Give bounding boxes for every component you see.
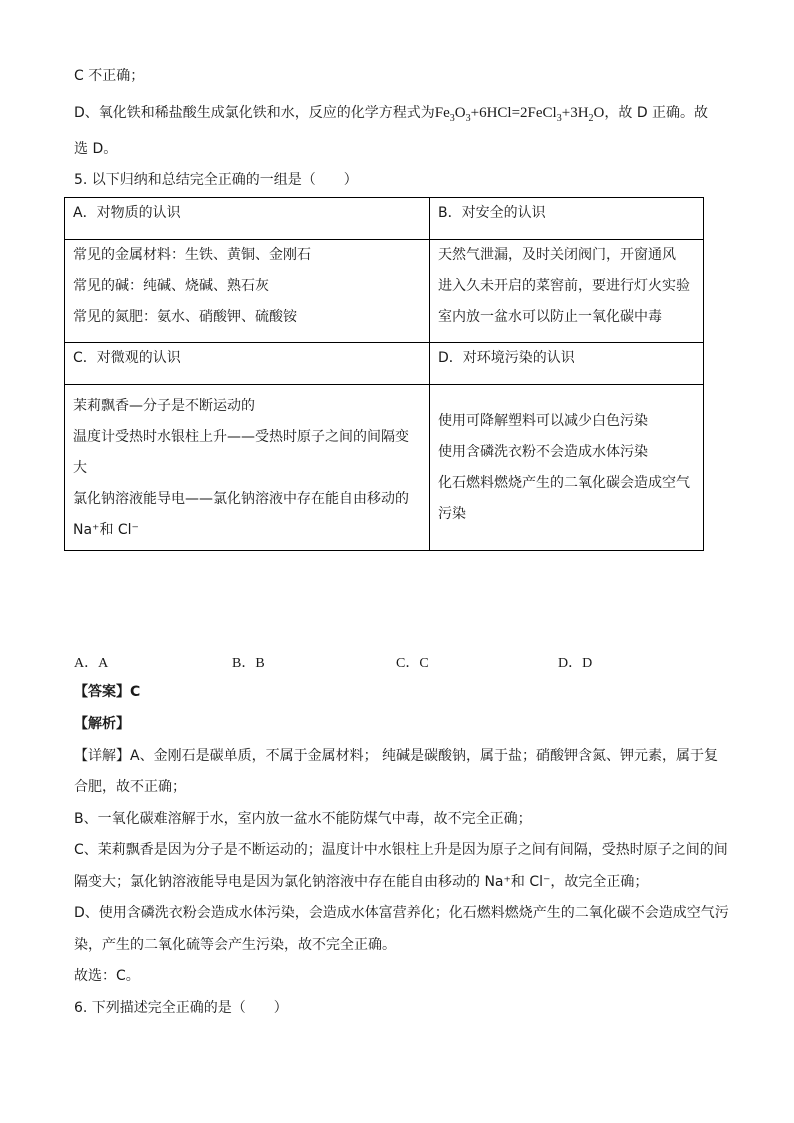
a-item-1: 常见的金属材料：生铁、黄铜、金刚石 xyxy=(73,247,311,263)
option-b[interactable]: B．B xyxy=(232,656,265,671)
explanation-line-1: 【详解】A、金刚石是碳单质，不属于金属材料； 纯碱是碳酸钠，属于盐；硝酸钾含氮、钾元素，属于复 xyxy=(74,748,719,764)
prev-answer-c: C 不正确； xyxy=(74,68,145,84)
prev-answer-d-cont: 选 D。 xyxy=(74,141,118,157)
d-item-1: 使用可降解塑料可以减少白色污染 xyxy=(438,412,648,429)
explanation-line-7: 染，产生的二氧化硫等会产生污染，故不完全正确。 xyxy=(74,937,396,953)
question-6-stem: 6. 下列描述完全正确的是（ ） xyxy=(74,1000,288,1016)
c-item-1: 茉莉飘香—分子是不断运动的 xyxy=(73,398,255,414)
chemical-equation: $Fe_3O_3+6HCl=2FeCl_3+3H_2O$ xyxy=(434,105,605,124)
explanation-line-3: B、一氧化碳难溶解于水，室内放一盆水不能防煤气中毒，故不完全正确； xyxy=(74,811,532,827)
cell-b-body xyxy=(430,240,704,343)
option-a[interactable]: A．A xyxy=(74,656,109,671)
d-item-4: 污染 xyxy=(438,505,466,522)
option-d[interactable]: D．D xyxy=(558,656,593,671)
c-item-3: 大 xyxy=(73,460,87,476)
cell-c-body xyxy=(65,385,430,551)
explanation-line-4: C、茉莉飘香是因为分子是不断运动的；温度计中水银柱上升是因为原子之间有间隔，受热时原子之间的间 xyxy=(74,842,728,858)
c-item-2: 温度计受热时水银柱上升——受热时原子之间的间隔变 xyxy=(73,429,409,445)
b-item-3: 室内放一盆水可以防止一氧化碳中毒 xyxy=(438,309,662,325)
question-5-stem: 5. 以下归纳和总结完全正确的一组是（ ） xyxy=(74,172,358,188)
a-item-3: 常见的氮肥：氨水、硝酸钾、硫酸铵 xyxy=(73,309,297,325)
explanation-line-5: 隔变大；氯化钠溶液能导电是因为氯化钠溶液中存在能自由移动的 Na⁺和 Cl⁻，故完全正确； xyxy=(74,874,649,890)
c-item-4: 氯化钠溶液能导电——氯化钠溶液中存在能自由移动的 xyxy=(73,491,409,507)
knowledge-table xyxy=(64,197,704,551)
explanation-line-2: 合肥，故不正确； xyxy=(74,779,186,795)
cell-b-head: B．对安全的认识 xyxy=(430,198,704,240)
explanation-line-6: D、使用含磷洗衣粉会造成水体污染，会造成水体富营养化；化石燃料燃烧产生的二氧化碳不会造成空气污 xyxy=(74,905,729,921)
cell-a-head: A．对物质的认识 xyxy=(65,198,430,240)
b-item-2: 进入久未开启的菜窖前，要进行灯火实验 xyxy=(438,278,690,294)
prev-answer-d-text: D、氧化铁和稀盐酸生成氯化铁和水，反应的化学方程式为 xyxy=(74,105,435,121)
prev-answer-d-tail: ，故 D 正确。故 xyxy=(604,105,709,121)
d-item-2: 使用含磷洗衣粉不会造成水体污染 xyxy=(438,443,648,460)
option-c[interactable]: C．C xyxy=(396,656,429,671)
prev-answer-d xyxy=(74,103,708,123)
answer-label: 【答案】C xyxy=(74,684,141,700)
cell-c-head: C．对微观的认识 xyxy=(65,343,430,385)
b-item-1: 天然气泄漏，及时关闭阀门，开窗通风 xyxy=(438,247,676,263)
d-item-3: 化石燃料燃烧产生的二氧化碳会造成空气 xyxy=(438,474,690,491)
c-item-5: Na⁺和 Cl⁻ xyxy=(73,522,139,538)
cell-a-body xyxy=(65,240,430,343)
a-item-2: 常见的碱：纯碱、烧碱、熟石灰 xyxy=(73,278,269,294)
analysis-label: 【解析】 xyxy=(74,716,130,732)
answer-options xyxy=(74,652,714,672)
cell-d-head: D．对环境污染的认识 xyxy=(430,343,704,385)
explanation-line-8: 故选：C。 xyxy=(74,968,140,984)
cell-d-body xyxy=(430,385,704,551)
